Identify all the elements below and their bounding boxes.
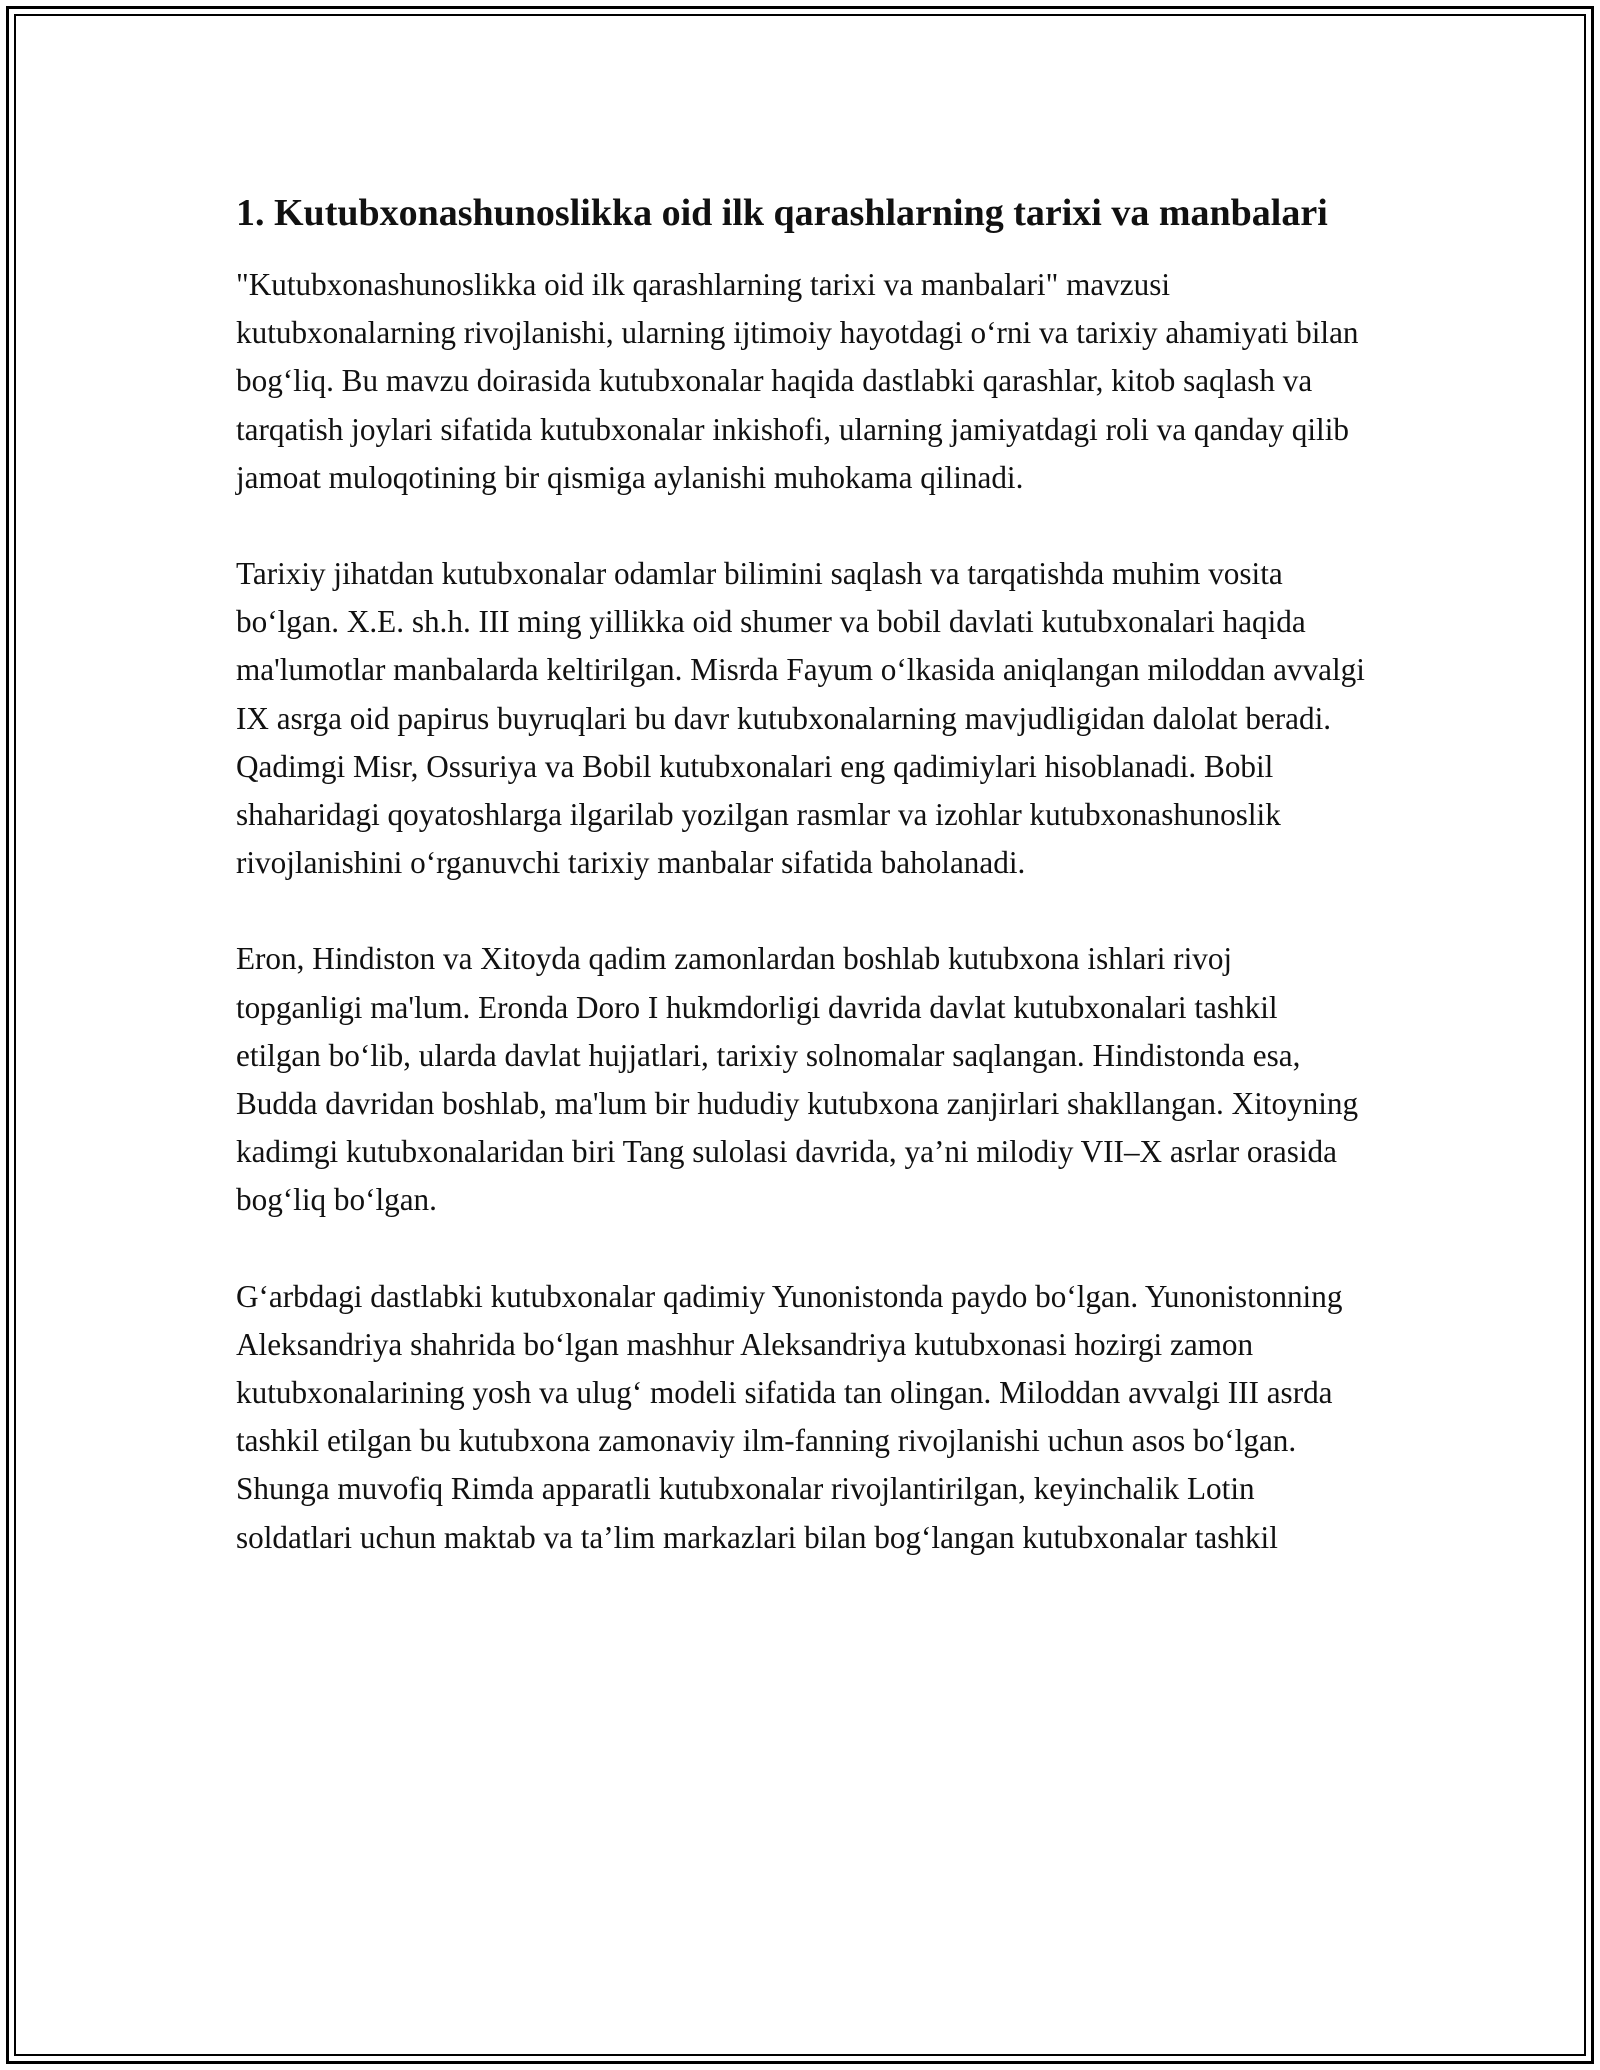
- paragraph-intro: "Kutubxonashunoslikka oid ilk qarashlarning tarixi va manbalari" mavzusi kutubxonalarning rivojlanishi, ularning ijtimoiy hayotdagi o‘rni va tarixiy ahamiyati bilan bog‘liq. Bu mavzu doirasida kutubxonalar haqida dastlabki qarashlar, kitob saqlash va tarqatish joylari sifatida kutubxonalar inkishofi, ularning jamiyatdagi roli va qanday qilib jamoat muloqotining bir qismiga aylanishi muhokama qilinadi.: [236, 267, 1359, 495]
- document-body: [236, 186, 1366, 1562]
- paragraph-ancient-libraries: Tarixiy jihatdan kutubxonalar odamlar bilimini saqlash va tarqatishda muhim vosita bo‘lgan. X.E. sh.h. III ming yillikka oid shumer va bobil davlati kutubxonalari haqida ma'lumotlar manbalarda keltirilgan. Misrda Fayum o‘lkasida aniqlangan miloddan avvalgi IX asrga oid papirus buyruqlari bu davr kutubxonalarning mavjudligidan dalolat beradi. Qadimgi Misr, Ossuriya va Bobil kutubxonalari eng qadimiylari hisoblanadi. Bobil shaharidagi qoyatoshlarga ilgarilab yozilgan rasmlar va izohlar kutubxonashunoslik rivojlanishini o‘rganuvchi tarixiy manbalar sifatida baholanadi.: [236, 556, 1365, 881]
- paragraph-eastern-libraries: Eron, Hindiston va Xitoyda qadim zamonlardan boshlab kutubxona ishlari rivoj topganligi ma'lum. Eronda Doro I hukmdorligi davrida davlat kutubxonalari tashkil etilgan bo‘lib, ularda davlat hujjatlari, tarixiy solnomalar saqlangan. Hindistonda esa, Budda davridan boshlab, ma'lum bir hududiy kutubxona zanjirlari shakllangan. Xitoyning kadimgi kutubxonalaridan biri Tang sulolasi davrida, ya’ni milodiy VII–X asrlar orasida bog‘liq bo‘lgan.: [236, 941, 1359, 1218]
- paragraph-western-libraries: G‘arbdagi dastlabki kutubxonalar qadimiy Yunonistonda paydo bo‘lgan. Yunonistonning Aleksandriya shahrida bo‘lgan mashhur Aleksandriya kutubxonasi hozirgi zamon kutubxonalarining yosh va ulug‘ modeli sifatida tan olingan. Miloddan avvalgi III asrda tashkil etilgan bu kutubxona zamonaviy ilm-fanning rivojlanishi uchun asos bo‘lgan. Shunga muvofiq Rimda apparatli kutubxonalar rivojlantirilgan, keyinchalik Lotin soldatlari uchun maktab va ta’lim markazlari bilan bog‘langan kutubxonalar tashkil: [236, 1278, 1343, 1555]
- section-heading: 1. Kutubxonashunoslikka oid ilk qarashlarning tarixi va manbalari: [236, 192, 1328, 234]
